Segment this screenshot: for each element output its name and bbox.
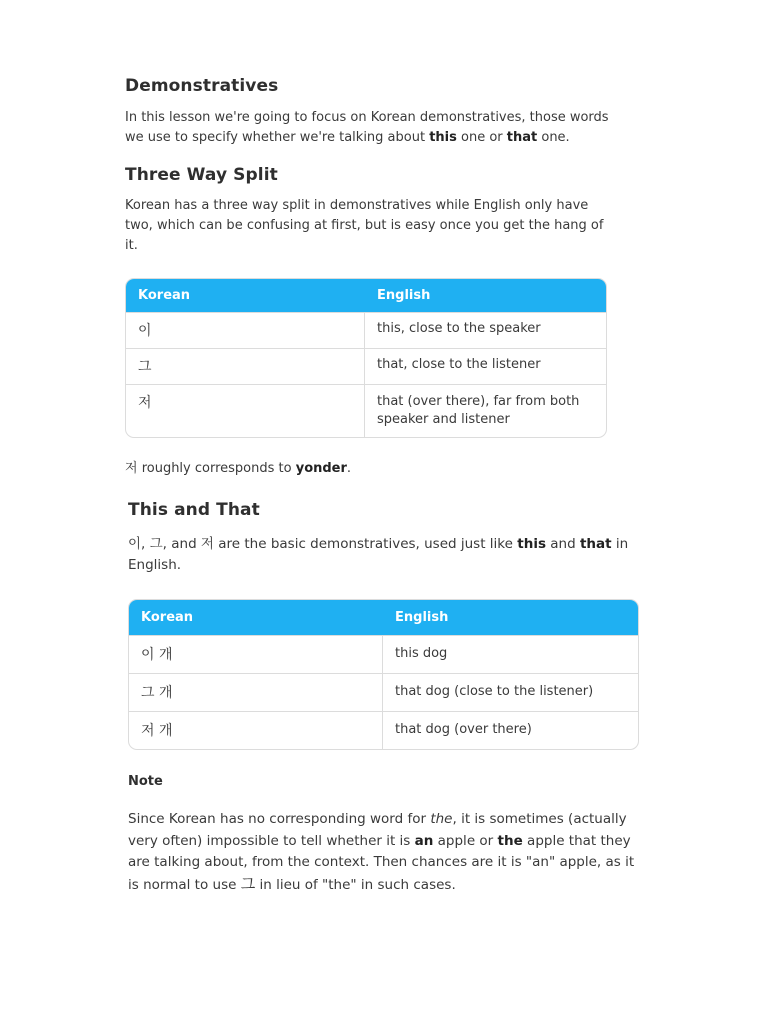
table-row	[126, 348, 606, 384]
table-header-english: English	[365, 279, 606, 312]
bold-that: that	[506, 130, 538, 145]
heading-three-way-split: Three Way Split	[125, 165, 278, 185]
three-way-line-1: Korean has a three way split in demonstratives while English only have	[125, 198, 589, 213]
bold-the: the	[497, 832, 523, 849]
note-line-4	[128, 874, 658, 897]
bold-yonder: yonder	[295, 461, 347, 476]
korean-cell: 저 개	[129, 711, 383, 749]
intro-line-2	[125, 128, 645, 148]
note-text: Since Korean has no corresponding word for	[128, 811, 431, 827]
bold-that: that	[579, 536, 612, 552]
yonder-sentence	[125, 459, 351, 479]
korean-cell: 그 개	[129, 673, 383, 711]
three-way-paragraph	[125, 196, 645, 256]
table-row	[126, 312, 606, 348]
note-line-2	[128, 831, 658, 853]
demonstratives-table	[125, 278, 607, 438]
note-paragraph	[128, 809, 658, 896]
english-cell: this, close to the speaker	[365, 312, 606, 348]
this-that-line-1	[128, 534, 648, 555]
yonder-text: 저 roughly corresponds to	[125, 461, 296, 476]
three-way-line-3: it.	[125, 238, 138, 253]
bold-this: this	[517, 536, 546, 552]
english-cell: that dog (over there)	[383, 711, 638, 749]
three-way-line-2: two, which can be confusing at first, but is easy once you get the hang of	[125, 218, 604, 233]
note-text: apple that they	[522, 832, 631, 849]
note-text: , it is sometimes (actually	[452, 811, 627, 827]
this-that-line-2: English.	[128, 557, 182, 573]
bold-an: an	[414, 832, 434, 849]
bold-this: this	[429, 130, 457, 145]
korean-cell: 그	[126, 348, 365, 384]
english-cell-line: speaker and listener	[377, 412, 510, 427]
intro-paragraph	[125, 108, 645, 148]
yonder-text: .	[346, 461, 352, 476]
note-text: is normal to use	[128, 876, 241, 893]
note-line-1	[128, 809, 658, 831]
table-header-korean: Korean	[126, 279, 365, 312]
intro-line-1: In this lesson we're going to focus on Korean demonstratives, those words	[125, 110, 609, 125]
intro-text: one.	[537, 130, 570, 145]
this-that-text: and	[545, 536, 580, 552]
table-header-english: English	[383, 600, 638, 635]
table-header-korean: Korean	[129, 600, 383, 635]
this-that-paragraph	[128, 534, 648, 576]
table-row	[129, 635, 638, 673]
korean-cell: 이	[126, 312, 365, 348]
table-row	[129, 711, 638, 749]
intro-text: we use to specify whether we're talking about	[125, 130, 430, 145]
note-text: apple or	[433, 832, 498, 849]
korean-cell: 이 개	[129, 635, 383, 673]
english-cell: that dog (close to the listener)	[383, 673, 638, 711]
korean-geu: 그	[240, 874, 256, 893]
this-that-text: in	[611, 536, 629, 552]
english-cell	[365, 384, 606, 437]
note-text: in lieu of "the" in such cases.	[255, 876, 456, 893]
note-heading: Note	[128, 774, 163, 789]
korean-cell: 저	[126, 384, 365, 437]
english-cell: this dog	[383, 635, 638, 673]
note-line-3: are talking about, from the context. Then chances are it is "an" apple, as it	[128, 854, 635, 870]
intro-text: one or	[456, 130, 507, 145]
note-text: very often) impossible to tell whether it is	[128, 832, 415, 849]
heading-demonstratives: Demonstratives	[125, 76, 279, 96]
english-cell-line: that (over there), far from both	[377, 394, 580, 409]
english-cell: that, close to the listener	[365, 348, 606, 384]
table-row	[126, 384, 606, 437]
italic-the: the	[430, 811, 453, 827]
table-row	[129, 673, 638, 711]
this-that-text: 이, 그, and 저 are the basic demonstratives, used just like	[128, 536, 518, 552]
heading-this-and-that: This and That	[128, 500, 260, 520]
examples-table	[128, 599, 639, 750]
